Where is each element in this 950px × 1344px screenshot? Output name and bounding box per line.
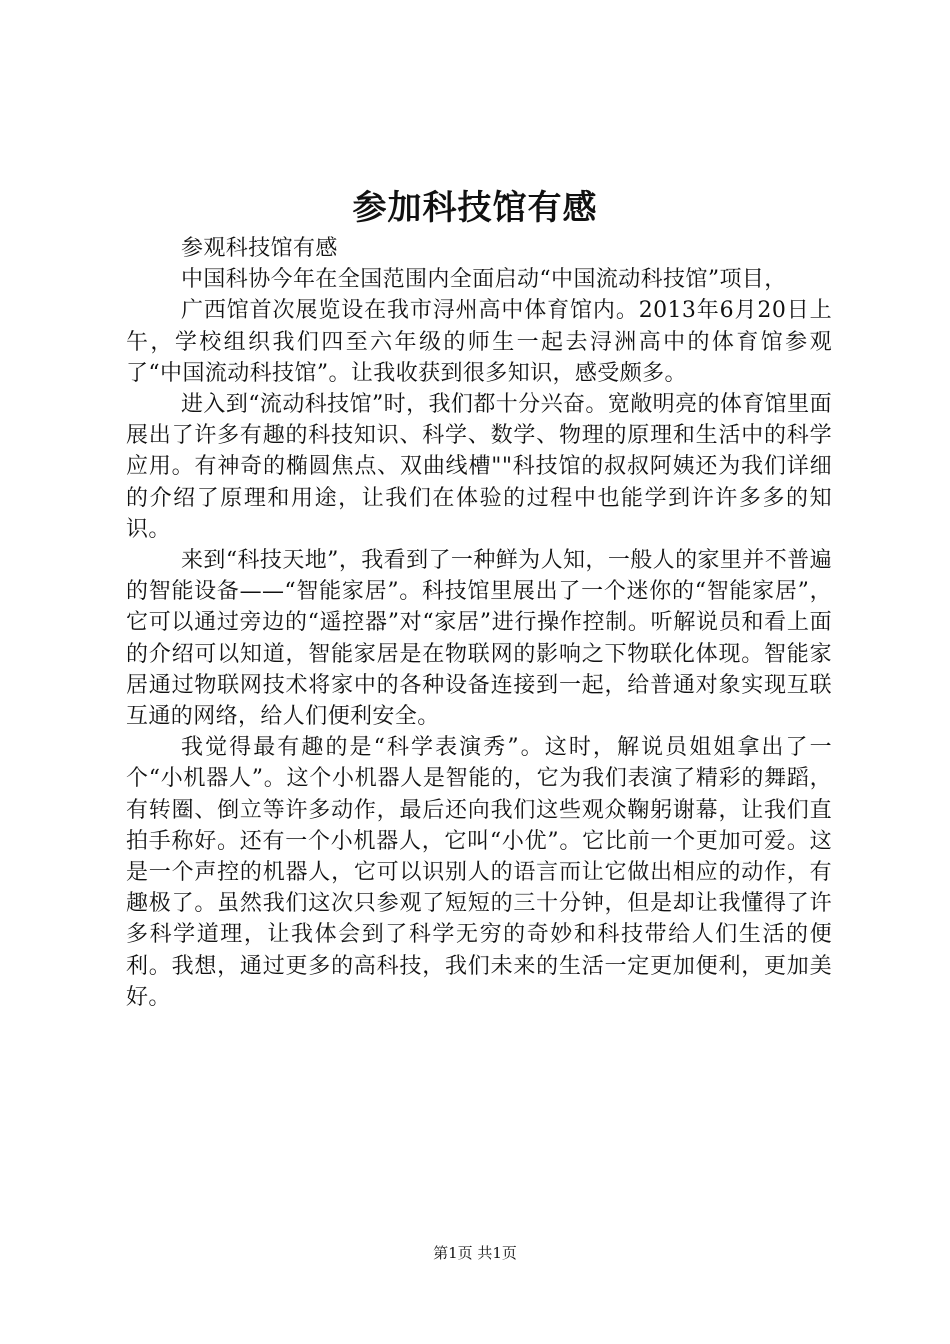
paragraph-2: 广西馆首次展览设在我市浔州高中体育馆内。2013年6月20日上午，学校组织我们四至六年级的师生一起去浔洲高中的体育馆参观了“中国流动科技馆”。让我收获到很多知识，感受颇多。 bbox=[126, 298, 832, 386]
paragraph-3: 进入到“流动科技馆”时，我们都十分兴奋。宽敞明亮的体育馆里面展出了许多有趣的科技知识、科学、数学、物理的原理和生活中的科学应用。有神奇的椭圆焦点、双曲线槽""科技馆的叔叔阿姨还为我们详细的介绍了原理和用途，让我们在体验的过程中也能学到许许多多的知识。 bbox=[126, 392, 832, 542]
paragraph-4: 来到“科技天地”，我看到了一种鲜为人知，一般人的家里并不普遍的智能设备——“智能家居”。科技馆里展出了一个迷你的“智能家居”，它可以通过旁边的“遥控器”对“家居”进行操作控制。听解说员和看上面的介绍可以知道，智能家居是在物联网的影响之下物联化体现。智能家居通过物联网技术将家中的各种设备连接到一起，给普通对象实现互联互通的网络，给人们便利安全。 bbox=[126, 548, 832, 730]
document-title: 参加科技馆有感 bbox=[352, 188, 598, 228]
page-footer: 第1页 共1页 bbox=[433, 1244, 517, 1262]
paragraph-1: 中国科协今年在全国范围内全面启动“中国流动科技馆”项目， bbox=[181, 267, 787, 293]
document-body bbox=[126, 233, 832, 1013]
paragraph-subtitle: 参观科技馆有感 bbox=[181, 236, 338, 261]
paragraph-5: 我觉得最有趣的是“科学表演秀”。这时，解说员姐姐拿出了一个“小机器人”。这个小机器人是智能的，它为我们表演了精彩的舞蹈，有转圈、倒立等许多动作，最后还向我们这些观众鞠躬谢幕，让我们直拍手称好。还有一个小机器人，它叫“小优”。它比前一个更加可爱。这是一个声控的机器人，它可以识别人的语言而让它做出相应的动作，有趣极了。虽然我们这次只参观了短短的三十分钟，但是却让我懂得了许多科学道理，让我体会到了科学无穷的奇妙和科技带给人们生活的便利。我想，通过更多的高科技，我们未来的生活一定更加便利，更加美好。 bbox=[126, 735, 832, 1010]
